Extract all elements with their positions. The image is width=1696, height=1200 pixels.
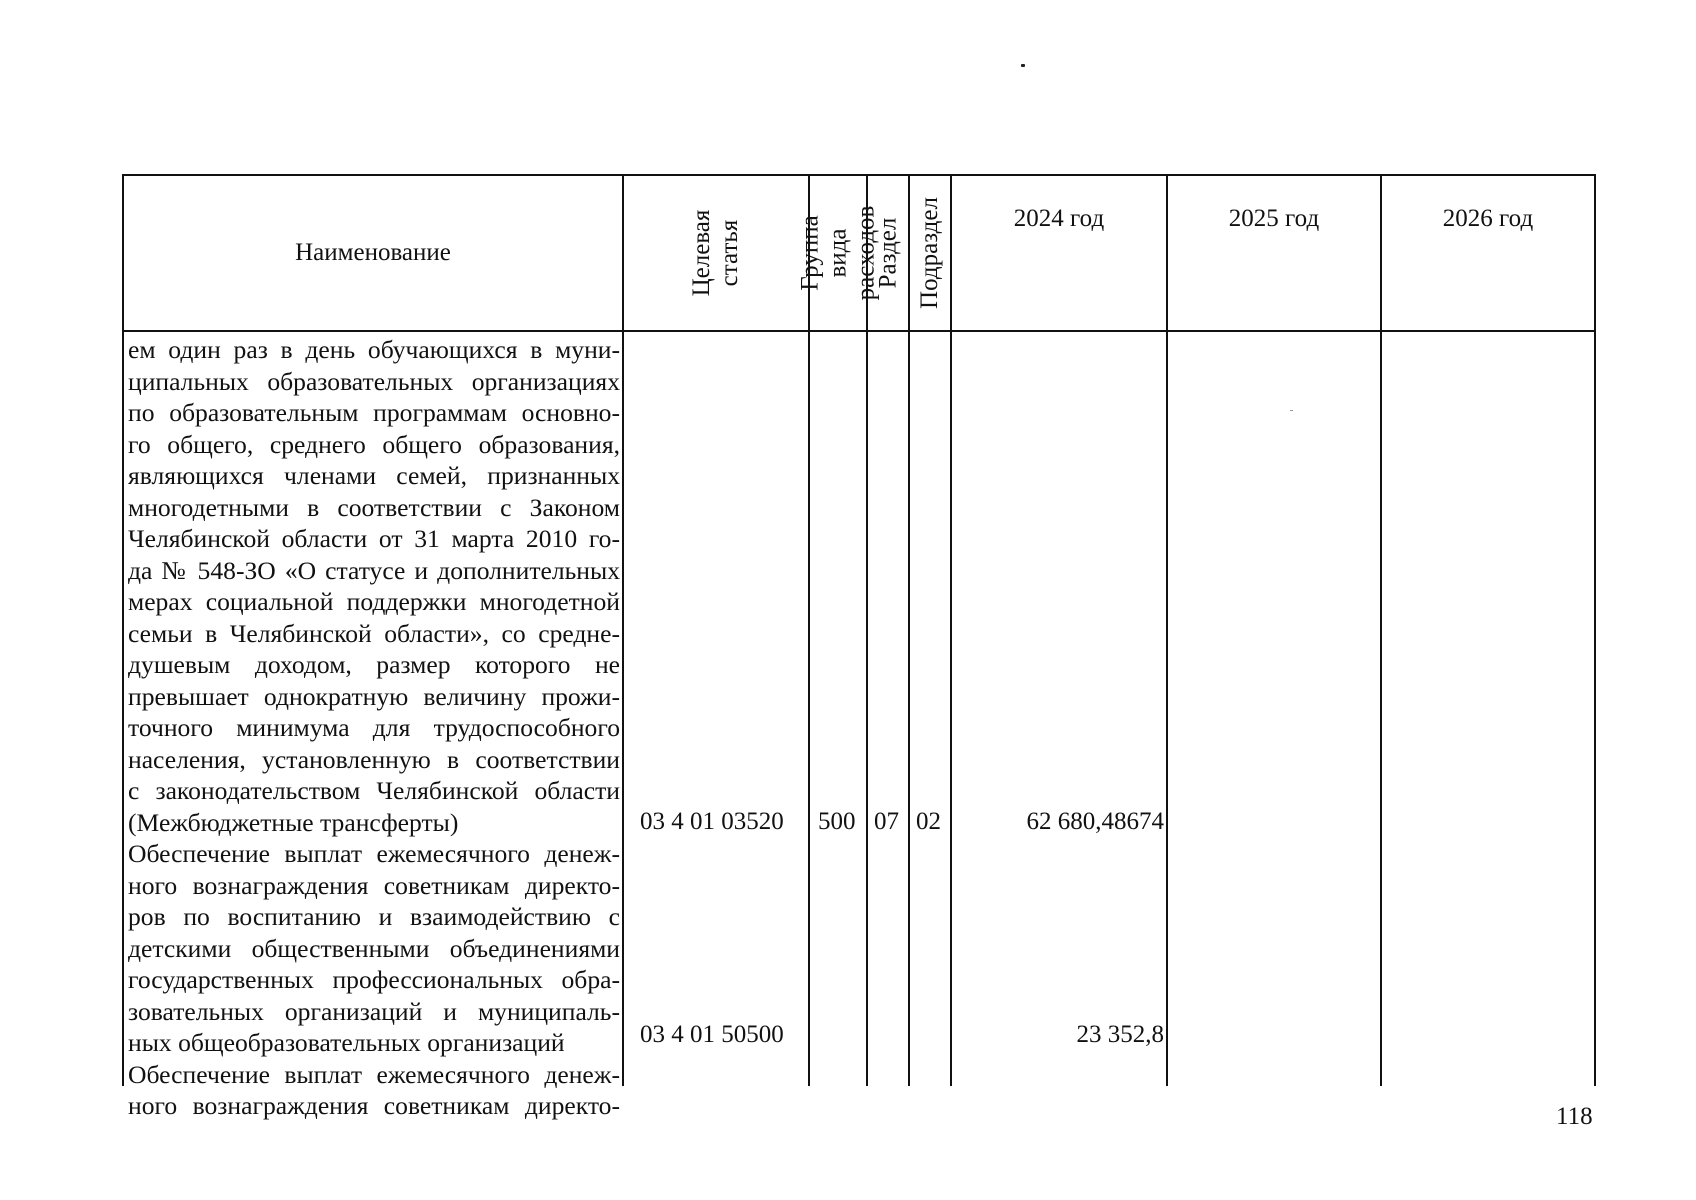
page-number: 118 <box>1556 1103 1593 1130</box>
subsection-code: 02 <box>916 808 941 835</box>
table-row-text: да № 548-ЗО «О статусе и дополнительных <box>128 555 620 585</box>
table-row-text: Челябинской области от 31 марта 2010 го- <box>128 524 620 553</box>
table-row-text: го общего, среднего общего образования, <box>128 429 620 459</box>
header-expense-group-label: Группа вида расходов <box>796 205 879 301</box>
table-row-text: зовательных организаций и муниципаль- <box>128 996 620 1026</box>
table-row-text: превышает однократную величину прожи- <box>128 681 620 711</box>
table-row-text: ем один раз в день обучающихся в муни- <box>128 335 620 364</box>
section-code: 07 <box>874 808 899 835</box>
header-subsection-label: Подраздел <box>916 197 943 309</box>
header-name: Наименование <box>295 239 451 266</box>
header-expense-group <box>796 176 879 330</box>
header-target-label: Целевая статья <box>688 209 743 297</box>
table-row-text: душевым доходом, размер которого не <box>128 650 620 679</box>
header-year-2026: 2026 год <box>1442 205 1534 232</box>
table-row-text: ров по воспитанию и взаимодействию с <box>128 902 620 931</box>
target-code: 03 4 01 03520 <box>640 808 784 835</box>
table-row-text: с законодательством Челябинской области <box>128 776 620 805</box>
table-row-text: по образовательным программам основно- <box>128 398 620 427</box>
header-year-2024: 2024 год <box>1013 205 1105 232</box>
table-row-text: Обеспечение выплат ежемесячного денеж- <box>128 1059 620 1089</box>
table-row-text: семьи в Челябинской области», со средне- <box>128 618 620 648</box>
scan-speck <box>1021 64 1025 67</box>
table-row-text: государственных профессиональных обра- <box>128 965 620 994</box>
table-row-text: населения, установленную в соответствии <box>128 744 620 774</box>
column-border <box>1594 174 1596 1086</box>
table-row-text: ных общеобразовательных организаций <box>128 1028 565 1057</box>
table-row-text: точного минимума для трудоспособного <box>128 713 620 742</box>
table-row-text: многодетными в соответствии с Законом <box>128 492 620 522</box>
header-section <box>868 176 908 330</box>
table-row-text: мерах социальной поддержки многодетной <box>128 587 620 616</box>
header-separator <box>122 330 1596 332</box>
expense-group-code: 500 <box>818 808 856 835</box>
header-section-label: Раздел <box>874 217 901 289</box>
table-row-text: (Межбюджетные трансферты) <box>128 807 459 837</box>
table-row-text: ного вознаграждения советникам директо- <box>128 870 620 900</box>
table-row-text: являющихся членами семей, признанных <box>128 461 620 490</box>
column-border <box>1380 174 1382 1086</box>
column-border <box>1166 174 1168 1086</box>
column-border <box>950 174 952 1086</box>
table-row-text: детскими общественными объединениями <box>128 933 620 963</box>
name-column <box>128 334 620 1122</box>
table-row-text: Обеспечение выплат ежемесячного денеж- <box>128 839 620 868</box>
target-code: 03 4 01 50500 <box>640 1021 784 1048</box>
header-subsection <box>910 176 950 330</box>
header-target <box>624 176 808 330</box>
amount-2024: 23 352,8 <box>1076 1021 1164 1048</box>
table-row-text: ципальных образовательных организациях <box>128 366 620 396</box>
amount-2024: 62 680,48674 <box>1026 808 1164 835</box>
header-year-2025: 2025 год <box>1228 205 1320 232</box>
table-row-text: ного вознаграждения советникам директо- <box>128 1091 620 1120</box>
